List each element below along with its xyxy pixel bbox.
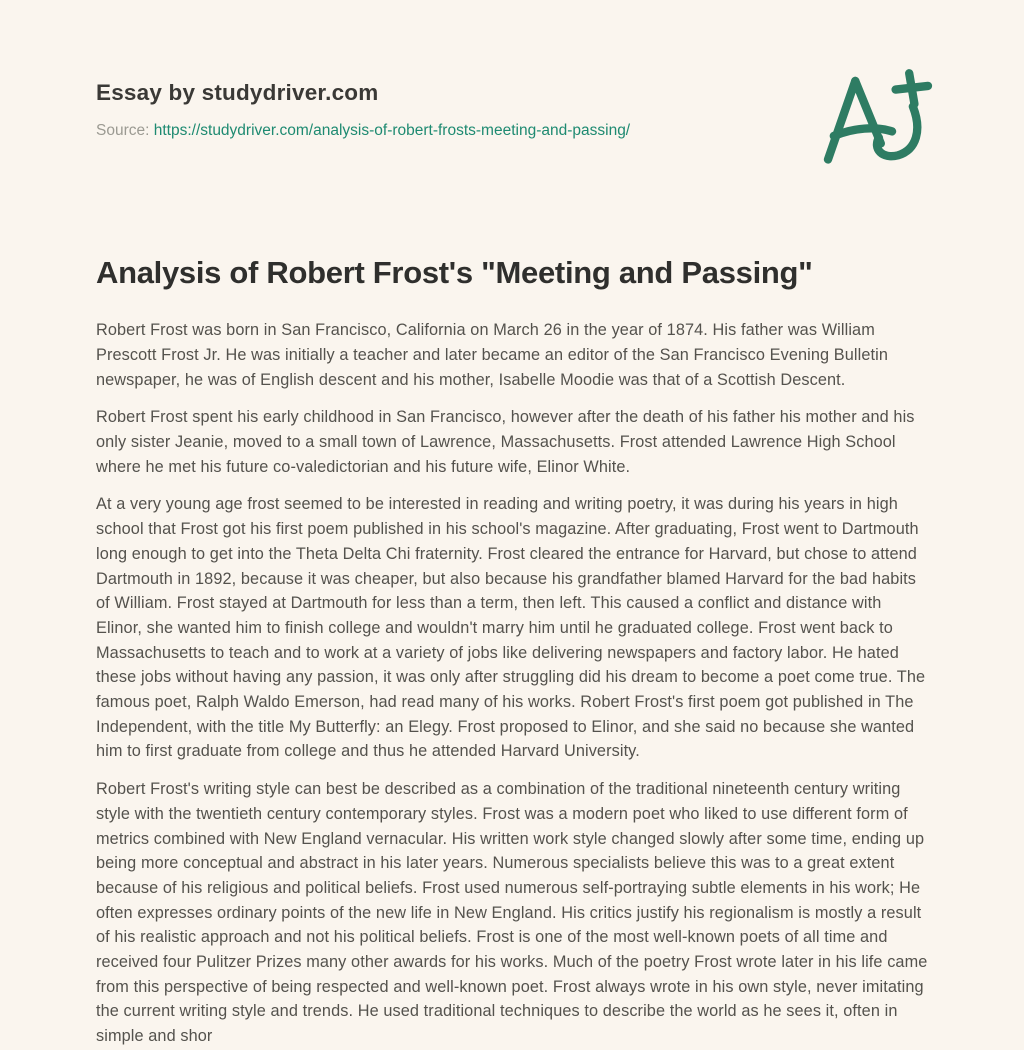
brand-title: Essay by studydriver.com (96, 80, 379, 105)
article-paragraph: Robert Frost spent his early childhood in San Francisco, however after the death of his father his mother and his only sister Jeanie, moved to a small town of Lawrence, Massachusetts. Frost attended Lawrence High School where he met his future co-valedictorian and his future wife, Elinor White. (96, 408, 915, 476)
page-header (96, 78, 928, 178)
article-paragraph: Robert Frost was born in San Francisco, California on March 26 in the year of 1874. His father was William Prescott Frost Jr. He was initially a teacher and later became an editor of the San Francisco Evening Bulletin newspaper, he was of English descent and his mother, Isabelle Moodie was that of a Scottish Descent. (96, 321, 888, 389)
article-title: Analysis of Robert Frost's "Meeting and Passing" (96, 255, 813, 290)
article-body (96, 318, 928, 1049)
source-url-link[interactable]: https://studydriver.com/analysis-of-robert-frosts-meeting-and-passing/ (153, 122, 631, 139)
article-paragraph: Robert Frost's writing style can best be described as a combination of the traditional nineteenth century writing style with the twentieth century contemporary styles. Frost was a modern poet who liked to use different form of metrics combined with New England vernacular. His written work style changed slowly after some time, ending up being more conceptual and abstract in his later years. Numerous specialists believe this was to a great extent because of his religious and political beliefs. Frost used numerous self-portraying subtle elements in his work; He often expresses ordinary points of the new life in New England. His critics justify his regionalism is mostly a result of his realistic approach and not his political beliefs. Frost is one of the most well-known poets of all time and received four Pulitzer Prizes many other awards for his works. Much of the poetry Frost wrote later in his life came from this perspective of being respected and well-known poet. Frost always wrote in his own style, never imitating the current writing style and trends. He used traditional techniques to describe the world as he sees it, often in simple and shor (96, 780, 928, 1046)
source-label: Source: (96, 122, 150, 139)
source-line (96, 122, 630, 140)
article-paragraph: At a very young age frost seemed to be interested in reading and writing poetry, it was during his years in high school that Frost got his first poem published in his school's magazine. After graduating, Frost went to Dartmouth long enough to get into the Theta Delta Chi fraternity. Frost cleared the entrance for Harvard, but chose to attend Dartmouth in 1892, because it was cheaper, but also because his grandfather blamed Harvard for the bad habits of William. Frost stayed at Dartmouth for less than a term, then left. This caused a conflict and distance with Elinor, she wanted him to finish college and wouldn't marry him until he graduated college. Frost went back to Massachusetts to teach and to work at a variety of jobs like delivering newspapers and factory labor. He hated these jobs without having any passion, it was only after struggling did his dream to become a poet come true. The famous poet, Ralph Waldo Emerson, had read many of his works. Robert Frost's first poem got published in The Independent, with the title My Butterfly: an Elegy. Frost proposed to Elinor, and she said no because she wanted him to first graduate from college and thus he attended Harvard University. (96, 495, 926, 761)
header-text-block (96, 78, 630, 140)
a-plus-logo-icon (814, 64, 943, 168)
